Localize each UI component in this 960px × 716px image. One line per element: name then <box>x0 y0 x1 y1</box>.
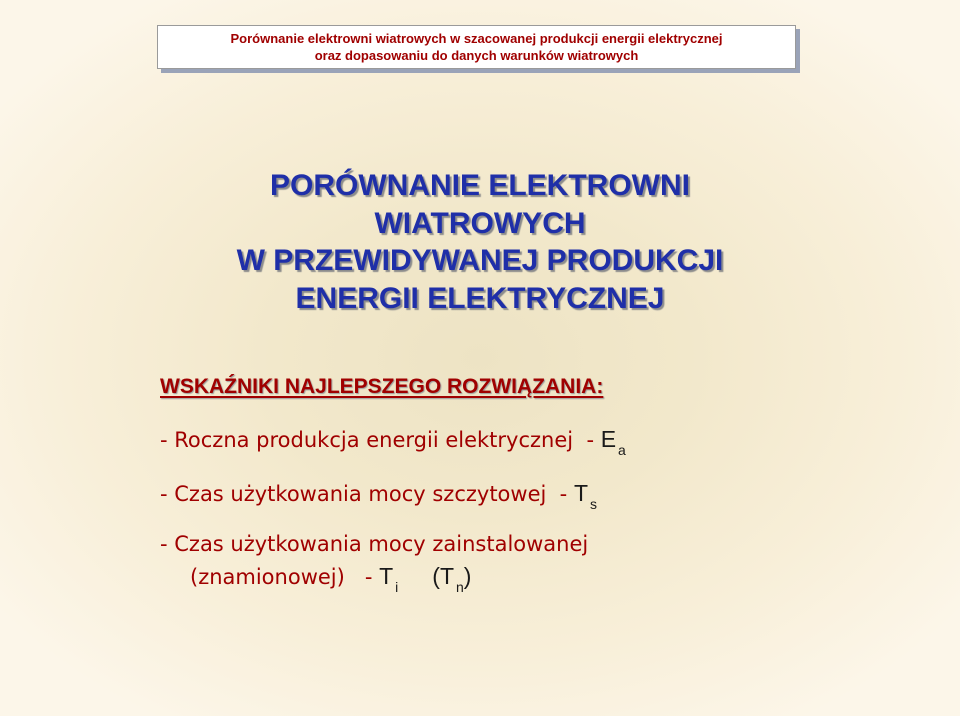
list-item-annual-production <box>160 424 626 457</box>
alt-symbol-open: (T <box>432 563 454 589</box>
list-item-text: - Czas użytkowania mocy szczytowej - <box>160 482 574 506</box>
list-item-text: - Czas użytkowania mocy zainstalowanej <box>160 532 589 556</box>
continuation-text: (znamionowej) - <box>190 565 380 589</box>
title-line-1: PORÓWNANIE ELEKTROWNI <box>270 169 690 202</box>
symbol-t: T <box>573 480 589 506</box>
subscript-n: n <box>456 579 464 595</box>
symbol-t: T <box>379 563 394 589</box>
header-line-1: Porównanie elektrowni wiatrowych w szacowanej produkcji energii elektrycznej <box>230 31 723 46</box>
header-line-2: oraz dopasowaniu do danych warunków wiatrowych <box>314 48 639 63</box>
section-heading: WSKAŹNIKI NAJLEPSZEGO ROZWIĄZANIA: <box>160 375 604 398</box>
subscript-a: a <box>618 442 626 458</box>
title-line-2: WIATROWYCH <box>374 206 586 240</box>
list-item-installed-power-usage <box>160 529 588 559</box>
list-item-continuation <box>190 561 471 594</box>
page-title <box>0 167 960 317</box>
list-item-text: - Roczna produkcja energii elektrycznej - <box>160 428 601 452</box>
subscript-i: i <box>395 579 399 595</box>
list-item-peak-power-usage <box>160 478 597 511</box>
title-line-3: W PRZEWIDYWANEJ PRODUKCJI <box>236 244 724 277</box>
symbol-e: E <box>600 426 617 452</box>
title-line-4: ENERGII ELEKTRYCZNEJ <box>295 281 665 315</box>
subscript-s: s <box>590 496 598 512</box>
alt-symbol-close: ) <box>463 563 472 589</box>
header-box <box>157 25 796 69</box>
